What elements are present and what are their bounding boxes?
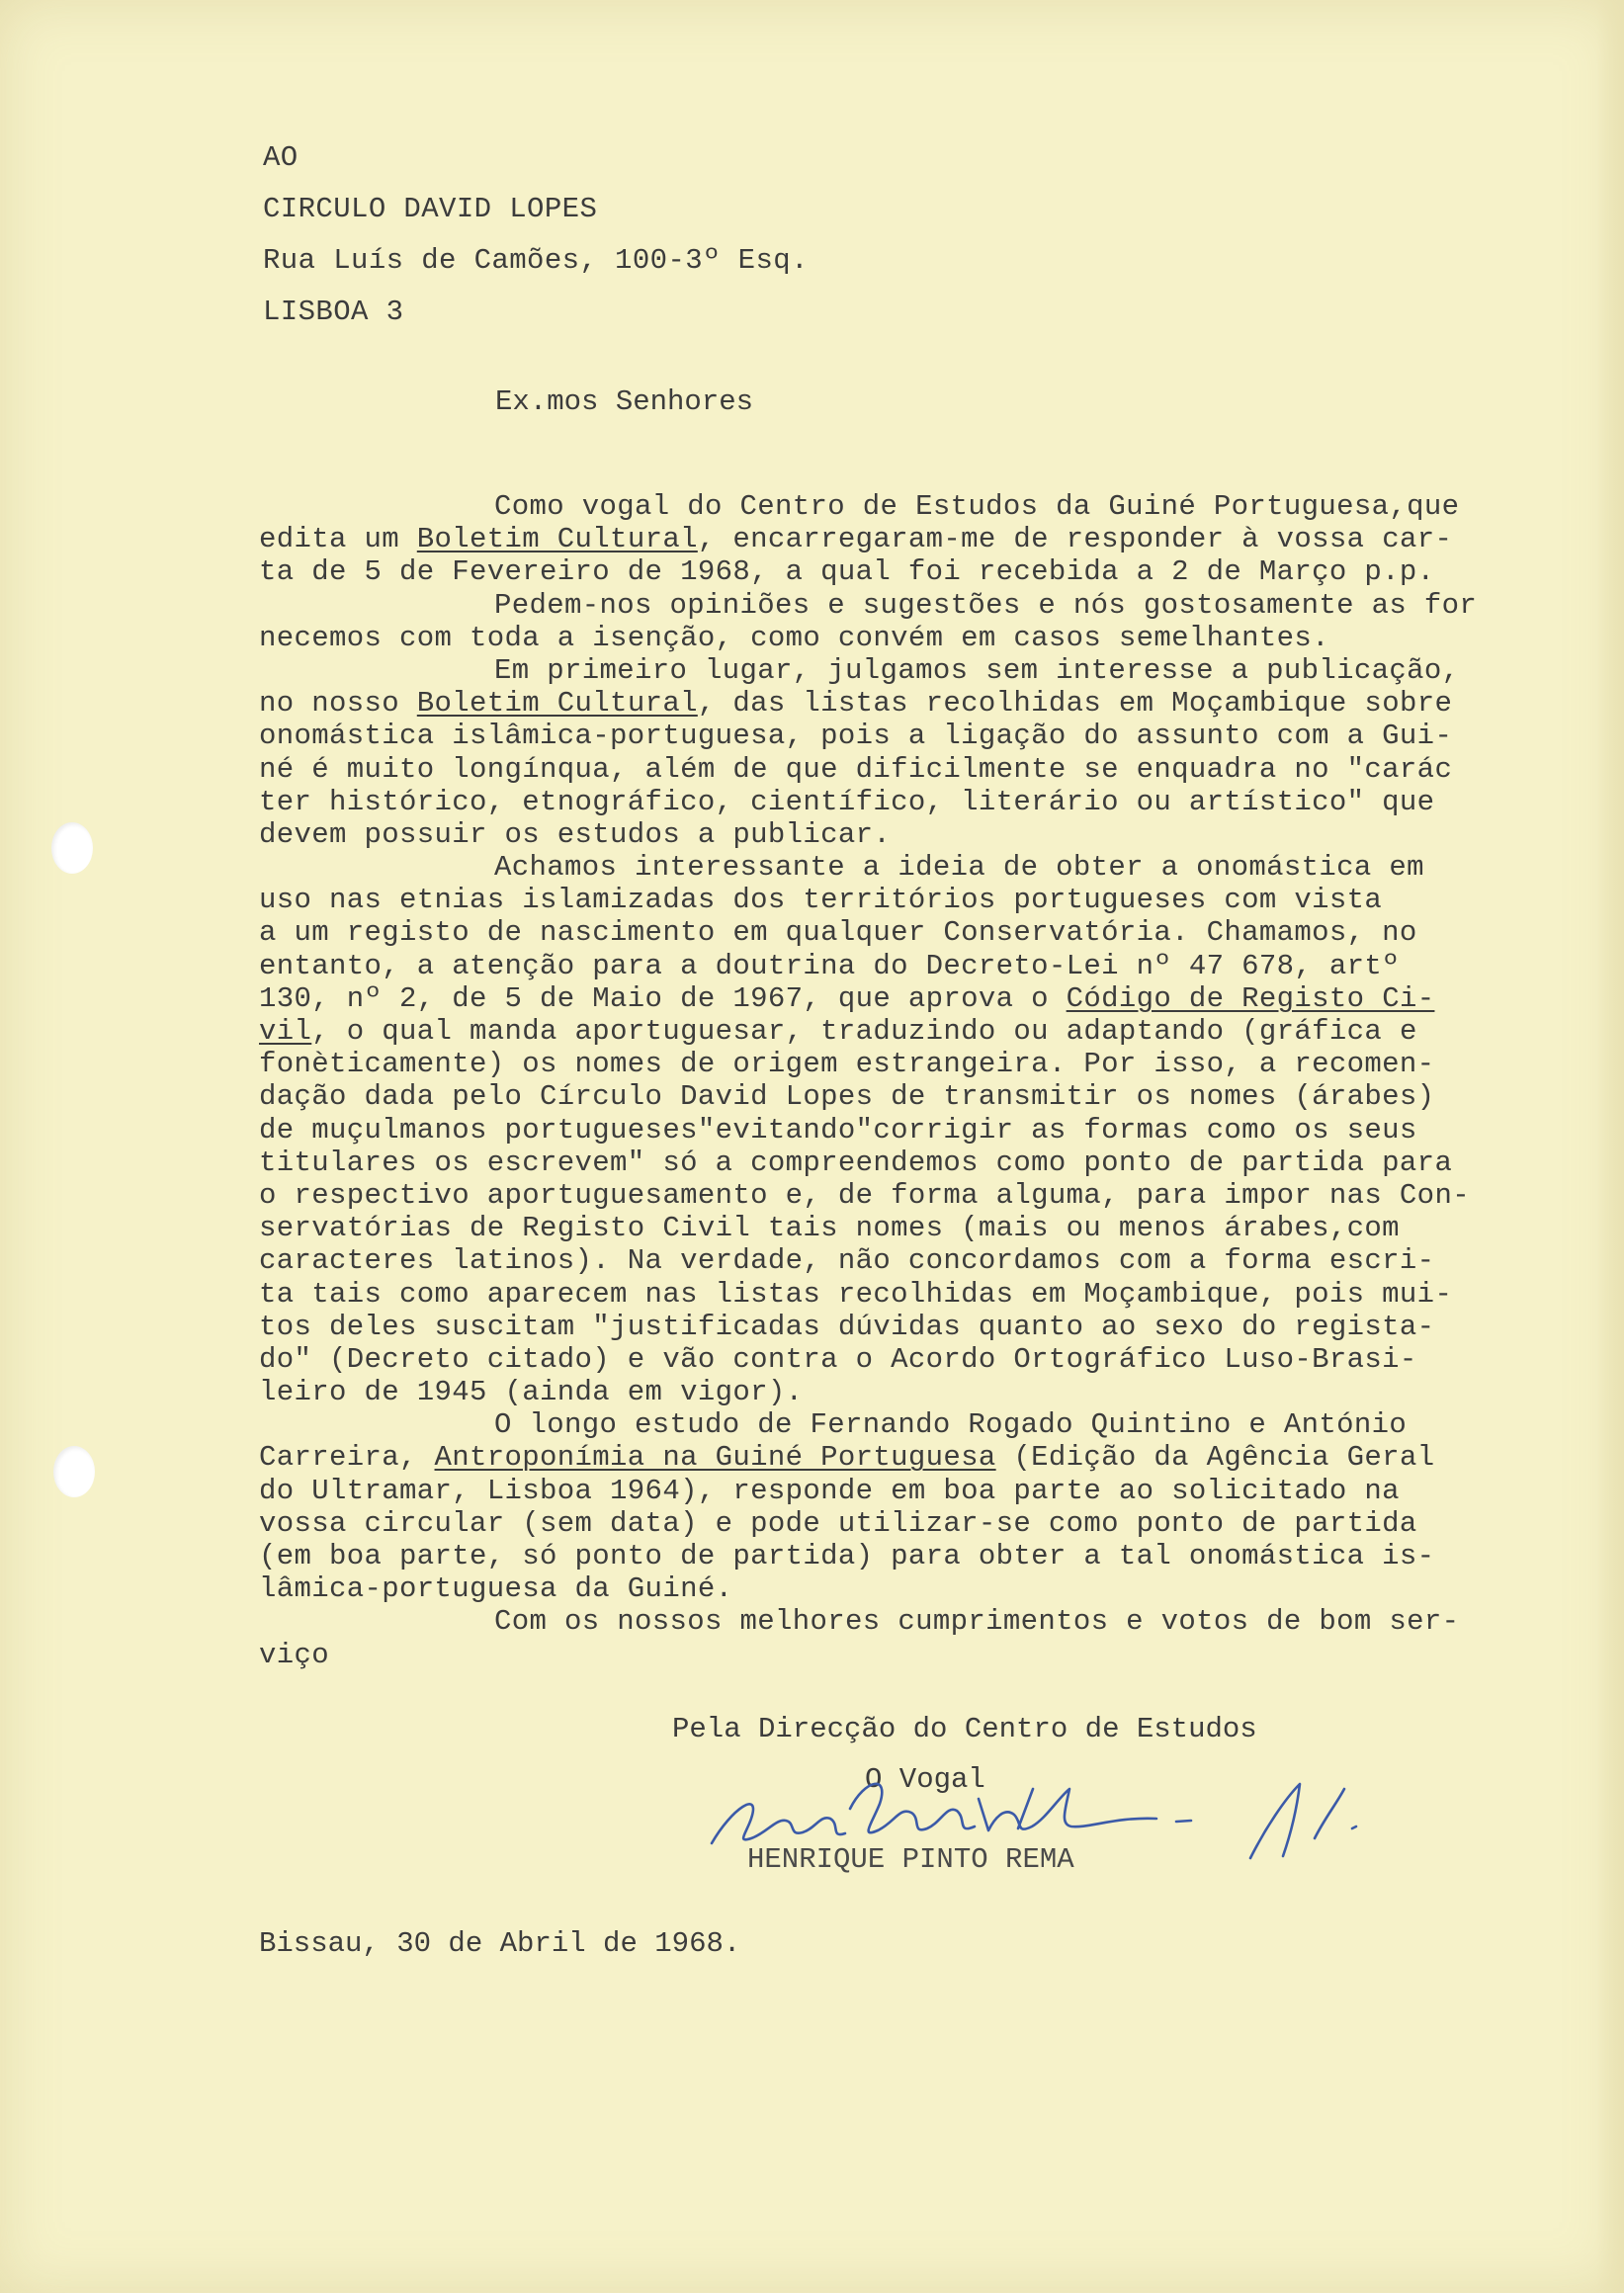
body-line: vil, o qual manda aportuguesar, traduzindo ou adaptando (gráfica e	[259, 1015, 1417, 1048]
salutation: Ex.mos Senhores	[495, 385, 754, 418]
place-and-date: Bissau, 30 de Abril de 1968.	[259, 1927, 741, 1960]
body-line: dação dada pelo Círculo David Lopes de transmitir os nomes (árabes)	[259, 1080, 1435, 1114]
body-line: onomástica islâmica-portuguesa, pois a ligação do assunto com a Gui-	[259, 720, 1453, 753]
body-line: (em boa parte, só ponto de partida) para obter a tal onomástica is-	[259, 1540, 1435, 1572]
punch-hole-lower	[53, 1446, 95, 1497]
address-line-ao: AO	[263, 141, 299, 174]
underlined-title: Código de Registo Ci-	[1066, 981, 1435, 1015]
body-line: servatórias de Registo Civil tais nomes (mais ou menos árabes,com	[259, 1212, 1400, 1245]
address-line-city: LISBOA 3	[263, 296, 404, 328]
body-line: no nosso Boletim Cultural, das listas recolhidas em Moçambique sobre	[259, 687, 1453, 721]
body-line: caracteres latinos). Na verdade, não concordamos com a forma escri-	[259, 1244, 1435, 1278]
body-line: ta de 5 de Fevereiro de 1968, a qual foi recebida a 2 de Março p.p.	[259, 555, 1435, 589]
body-line: de muçulmanos portugueses"evitando"corrigir as formas como os seus	[259, 1113, 1417, 1146]
body-line: Pedem-nos opiniões e sugestões e nós gostosamente as for	[494, 588, 1478, 622]
body-line: viço	[259, 1638, 330, 1671]
body-line: O longo estudo de Fernando Rogado Quintino e António	[494, 1408, 1408, 1442]
letter-body	[259, 490, 1598, 1671]
signatory-name: HENRIQUE PINTO REMA	[747, 1843, 1074, 1876]
body-line: Achamos interessante a ideia de obter a onomástica em	[494, 851, 1424, 885]
signature-direction: Pela Direcção do Centro de Estudos	[672, 1713, 1257, 1745]
handwritten-signature	[692, 1749, 1423, 1888]
body-line: Com os nossos melhores cumprimentos e votos de bom ser-	[494, 1605, 1460, 1639]
underlined-title: Antroponímia na Guiné Portuguesa	[434, 1441, 996, 1475]
address-line-street: Rua Luís de Camões, 100-3º Esq.	[263, 244, 809, 277]
body-line: o respectivo aportuguesamento e, de forma alguma, para impor nas Con-	[259, 1178, 1470, 1212]
body-line: ta tais como aparecem nas listas recolhidas em Moçambique, pois mui-	[259, 1277, 1453, 1311]
body-line: do Ultramar, Lisboa 1964), responde em boa parte ao solicitado na	[259, 1474, 1400, 1507]
body-line: ter histórico, etnográfico, científico, literário ou artístico" que	[259, 785, 1435, 818]
underlined-title: Boletim Cultural	[416, 687, 698, 721]
address-line-recipient: CIRCULO DAVID LOPES	[263, 193, 598, 225]
body-line: Carreira, Antroponímia na Guiné Portuguesa (Edição da Agência Geral	[259, 1441, 1435, 1475]
body-line: entanto, a atenção para a doutrina do Decreto-Lei nº 47 678, artº	[259, 949, 1400, 982]
recipient-address	[263, 132, 809, 338]
body-line: fonèticamente) os nomes de origem estrangeira. Por isso, a recomen-	[259, 1048, 1435, 1081]
body-line: do" (Decreto citado) e vão contra o Acordo Ortográfico Luso-Brasi-	[259, 1342, 1417, 1376]
body-line: lâmica-portuguesa da Guiné.	[259, 1572, 733, 1606]
paper-edge	[1596, 0, 1624, 2293]
body-line: 130, nº 2, de 5 de Maio de 1967, que aprova o Código de Registo Ci-	[259, 981, 1435, 1015]
body-line: Como vogal do Centro de Estudos da Guiné Portuguesa,que	[494, 490, 1460, 523]
body-line: uso nas etnias islamizadas dos territórios portugueses com vista	[259, 884, 1383, 917]
underlined-title: Boletim Cultural	[416, 523, 698, 556]
body-line: Em primeiro lugar, julgamos sem interesse a publicação,	[494, 653, 1460, 687]
underlined-title: vil	[259, 1015, 312, 1048]
body-line: edita um Boletim Cultural, encarregaram-me de responder à vossa car-	[259, 523, 1453, 556]
body-line: a um registo de nascimento em qualquer Conservatória. Chamamos, no	[259, 916, 1417, 950]
body-line: tos deles suscitam "justificadas dúvidas quanto ao sexo do regista-	[259, 1310, 1435, 1343]
body-line: leiro de 1945 (ainda em vigor).	[259, 1376, 804, 1409]
body-line: vossa circular (sem data) e pode utilizar-se como ponto de partida	[259, 1506, 1417, 1540]
body-line: necemos com toda a isenção, como convém em casos semelhantes.	[259, 621, 1329, 654]
body-line: devem possuir os estudos a publicar.	[259, 817, 892, 851]
body-line: titulares os escrevem" só a compreendemos como ponto de partida para	[259, 1146, 1453, 1179]
body-line: né é muito longínqua, além de que dificilmente se enquadra no "carác	[259, 752, 1453, 786]
punch-hole-upper	[51, 822, 93, 874]
signature-role: O Vogal	[865, 1763, 985, 1796]
